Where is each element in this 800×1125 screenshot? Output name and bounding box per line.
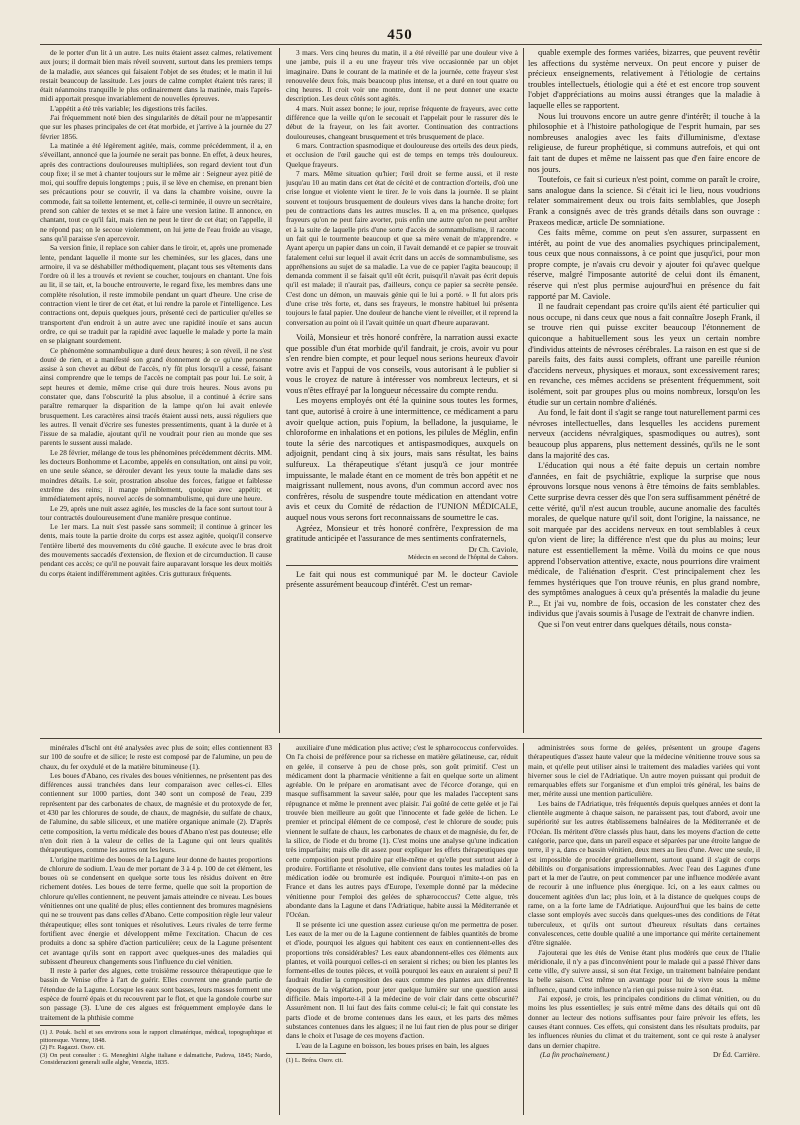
paragraph: de le porter d'un lit à un autre. Les nuits étaient assez calmes, relativement aux jours; il dormait bien mais réveil souvent, surtout dans les premiers temps de la maladie, aux séances qui faisaient l'objet de ses études; et le matin il lui restait beaucoup de lassitude. Les jours de calme complet étaient très rares; il était néanmoins tranquille le plus ordinairement dans la matinée, mais l'après-midi apportait presque invariablement de nouvelles épreuves. xyxy=(40,48,272,104)
paragraph: Agréez, Monsieur et très honoré confrère, l'expression de ma gratitude anticipée et l'assurance de mes sentiments confraternels, xyxy=(286,523,518,544)
header-rule xyxy=(40,44,762,45)
footnotes xyxy=(40,1029,272,1067)
paragraph: Toutefois, ce fait si curieux n'est point, comme on paraît le croire, sans analogue dans la science. Si c'était ici le lieu, nous voudrions relater sommairement deux ou trois faits semblables, que Joseph Frank a consignés avec de très grands détails dans son ouvrage : Praxeos medicæ, article De somniatione. xyxy=(528,175,760,227)
page-number: 450 xyxy=(387,27,413,43)
article-ending xyxy=(528,1050,760,1060)
paragraph: 3 mars. Vers cinq heures du matin, il a été réveillé par une douleur vive à une jambe, puis il a eu une frayeur très vive occasionnée par un objet imaginaire. Dans le courant de la matinée et de la journée, cette frayeur s'est renouvelée deux fois, mais beaucoup plus intense, et a duré en tout quatre ou cinq heures. Il croit voir une montre, dont il ne peut donner une exacte description. Les deux côtés sont agités. xyxy=(286,48,518,104)
bottom-column-3 xyxy=(528,743,760,1115)
bottom-column-3-text xyxy=(528,743,760,1050)
paragraph: Voilà, Monsieur et très honoré confrère, la narration aussi exacte que possible d'un état morbide qu'il fandrait, je crois, avoir vu pour s'en rendre bien compte, et pour lequel nous serions heureux d'avoir votre avis et l'appui de vos conseils, vous autorisant à le publier si vous le croyez de nature à intéresser vos nombreux lecteurs, et si vous n'êtes effrayé par la longueur nécessaire du compte rendu. xyxy=(286,332,518,395)
bottom-column-1-text xyxy=(40,743,272,1022)
paragraph: J'ajouterai que les étés de Venise étant plus modérés que ceux de l'Italie méridionale, il n'y a pas d'inconvénient pour le malade qui a passé l'hiver dans cette ville, d'y suivre aussi, si son état l'exige, un traitement balnéaire pendant la belle saison. C'est même un avantage pour lui de vivre sous la même influence, quand cette influence n'a rien qui puisse nuire à son état. xyxy=(528,947,760,994)
footnotes xyxy=(286,1057,518,1065)
paragraph: Les bains de l'Adriatique, très fréquentés depuis quelques années et dont la clientèle augmente à chaque saison, ne paraissent pas, tout d'abord, avoir une supériorité sur les autres établissemens balnéaires de la Méditerranée et de l'Océan. Ils méritent d'être classés plus haut, dans les moyens d'action de cette catégorie, parce que, dans un pareil espace et séparées par une étroite langue de terre, il y a, dans ce bassin vénitien, deux mers au lieu d'une. Avec une seule, il est impossible de procéder graduellement, surtout quand il s'agit de corps débilités ou d'organisations impressionnables. Avec l'eau des Lagunes d'une part et la mer de l'autre, on peut commencer par une influence modérée avant de recourir à une influence plus énergique. Ici, on a les eaux calmes ou doucement agitées d'un lac; plus loin, et à la distance de quelques coups de rame, on a la forte lame de l'Adriatique. Aujourd'hui que les bains de cette classe sont employés avec succès dans quelques-unes des conditions de l'état tuberculeux, et qu'ils ont surtout d'heureux résultats dans certaines convalescences, cette double qualité a une importance qui mérite certainement d'être signalée. xyxy=(528,798,760,948)
paragraph: Ces faits même, comme on peut s'en assurer, surpassent en intérêt, au point de vue des anomalies psychiques principalement, tous ceux que nous connaissons, à ce point que jusqu'ici, pour mon propre compte, je n'avais cru devoir y ajouter foi qu'avec quelque réserve, malgré l'imposante autorité de celui dont ils émanent, réserve qui n'est plus permise aujourd'hui en présence du fait rapporté par M. Caviole. xyxy=(528,228,760,301)
to-be-continued: (La fin prochainement.) xyxy=(540,1049,610,1059)
paragraph: Que si l'on veut entrer dans quelques détails, nous consta- xyxy=(538,620,732,630)
paragraph: L'origine maritime des boues de la Lagune leur donne de hautes proportions de chlorure de sodium. L'eau de mer portant de 3 à 4 p. 100 de cet élément, les boues où se condensent en quelque sorte tous les résidus doivent en être richement dotées. Les boues de terre ferme, quelle que soit la proportion de chlorure qu'elles contiennent, ne peuvent jamais atteindre ce niveau. Les boues vénitiennes ont une qualité de plus; elles contiennent des bromures magnésiens qui ne se trouvent pas dans celles d'Abano. Cette composition règle leur valeur thérapeutique; elles sont toniques et résolutives. Leurs rivales de terre ferme fortifient avec énergie et développent même l'excitation. Chacun de ces produits a donc sa sphère d'action particulière; ceux de la Lagune présentent cet avantage qu'ils sont en rapport avec quelques-unes des maladies qui subissent d'heureux changements sous l'influence du ciel vénitien. xyxy=(40,854,272,966)
paragraph: Nous lui trouvons encore un autre genre d'intérêt; il touche à la philosophie et à l'histoire pathologique de l'esprit humain, par ses nombreuses analogies avec les faits d'illuminisme, d'extase religieuse, de fureur prophétique, si communs autrefois, et qui ont fait tant de dupes et même ne laissent pas que d'en faire encore de nos jours. xyxy=(528,111,760,174)
paragraph: administrées sous forme de gelées, présentent un groupe d'agens thérapeutiques d'assez haute valeur que la médecine vénitienne trouve sous sa main, et qu'elle peut utiliser ainsi le traitement des maladies variées qui vont hiverner sous le ciel de l'Adriatique. Un autre moyen puissant qui produit de remarquables effets sur l'organisme et d'un emploi très général, les bains de mer, mérite aussi une mention particulière. xyxy=(528,743,760,799)
author-signature: Dr Ch. Caviole, xyxy=(468,544,518,554)
bottom-column-2 xyxy=(286,743,518,1115)
column-rule xyxy=(279,743,280,1115)
section-rule xyxy=(40,738,762,739)
case-report xyxy=(286,48,518,327)
paragraph: J'ai exposé, je crois, les principales conditions du climat vénitien, ou du moins les plus essentielles; je suis entré même dans des détails qui ont dû donner au lecteur des notions suffisantes pour faire prévoir les effets, les causes étant connues. Ces effets, qui consistent dans les résultats produits, par les influences réunies du climat et du traitement, sont ce qui reste à analyser dans un dernier chapitre. xyxy=(528,994,760,1050)
paragraph: Au fond, le fait dont il s'agit se range tout naturellement parmi ces névroses intellectuelles, dans lesquelles les accidens purement nerveux (accidens névralgiques, spasmodiques ou autres), sont beaucoup plus apparens, plus nettement dessinés, qu'ils ne le sont dans la majorité des cas. xyxy=(528,408,760,460)
paragraph: Le 28 février, mélange de tous les phénomènes précédemment décrits. MM. les docteurs Bonhomme et Lacombe, appelés en consultation, ont ainsi pu voir, en une seule séance, se dérouler devant les yeux toute la maladie dans ses moindres détails. Le soir, prostration absolue des forces, fatigue et faiblesse extrême des reins; il mange péniblement, quoique avec appétit; et immédiatement après, nouvel accès de somnambulisme, qui dure une heure. xyxy=(40,447,272,504)
column-rule xyxy=(279,48,280,733)
paragraph: quable exemple des formes variées, bizarres, que peuvent revêtir les affections du système nerveux. On peut encore y puiser de précieux enseignements, relativement à l'étiologie de certains troubles intellectuels, étiologie qui a été et est encore trop souvent l'objet d'appréciations au moins aussi étranges que la maladie à laquelle elles se rapportent. xyxy=(528,48,760,110)
footnote-rule xyxy=(286,1053,346,1054)
paragraph: Sa version finie, il replace son cahier dans le tiroir, et, après une promenade lente, pendant laquelle il monte sur les cheminées, sur les glaces, dans une armoire, il va se déshabiller méthodiquement, plaçant tous ses vêtements dans l'ordre où il les a trouvés et revient se coucher, toujours en chantant. Une fois au lit, il se tait, et, la bouche entrouverte, le regard fixe, les membres dans une complète résolution, il reste immobile pendant un quart d'heure. Une crise de contraction vient le tirer de cet état, et lui rendre la parole et l'intelligence. Les contractions ont, depuis quelques jours, présenté ceci de particulier qu'elles se transportent d'un endroit à un autre avec une rapidité inouïe et sans aucun ordre, ce qui se traduit par la rapidité avec laquelle le malade y porte la main en se plaignant sourdement. xyxy=(40,243,272,346)
paragraph: Le 1er mars. La nuit s'est passée sans sommeil; il continue à grincer les dents, mais toute la partie droite du corps est assez agitée, quoiqu'il conserve l'entière liberté des mouvements du côté gauche. Il exécute avec le bras droit des mouvements saccadés d'extension, de flexion et de circumduction. Il cause pendant ces accès; ce qu'il ne pouvait faire auparavant lorsque les deux moitiés du corps étaient indifféremment agitées. Cris gutturaux fréquents. xyxy=(40,522,272,578)
column-rule xyxy=(523,743,524,1115)
paragraph: L'appétit a été très variable; les digestions très faciles. xyxy=(50,103,208,113)
paragraph: Les boues d'Abano, ces rivales des boues vénitiennes, ne présentent pas des différences aussi tranchées dans leur comparaison avec celles-ci. Elles contiennent sur 1000 parties, dont 340 sont un composé de l'eau, 239 représentent par des carbonates de chaux, de magnésie et du protoxyde de fer, et 430 par les chlorures de soude, de chaux, de magnésie, du sulfate de chaux, de l'alumine, du sable siliceux, et une matière organique animale (2). D'après cette composition, la vertu médicale des boues d'Abano n'est pas douteuse; elle n'en doit rien à la valeur de celles de la Lagune qui ont leurs qualités thérapeutiques, comme les autres ont les leurs. xyxy=(40,770,272,855)
paragraph: Les moyens employés ont été la quinine sous toutes les formes, tant que, autorisé à croire à une intermittence, ce médicament a paru avoir quelque action, puis l'opium, la belladone, la jusquiame, le chloroforme en inhalations et en potions, les pilules de Méglin, enfin toute la série des narcotiques et antispasmodiques, auxquels on adjoignit, pendant cinq à six jours, mais sans résultat, les bains sulfureux. La thérapeutique s'étant jusqu'à ce jour montrée impuissante, le malade étant en ce moment de très bon appétit et ne maigrissant nullement, nous avons, d'un commun accord avec nos confrères, résolu de suspendre toute médication en attendant votre avis et ceux du Comité de rédaction de l'UNION MÉDICALE, auquel nous vous serons fort reconnaissans de soumettre le cas. xyxy=(286,396,518,522)
paragraph: auxiliaire d'une médication plus active; c'est le sphærococcus confervoïdes. On l'a choisi de préférence pour sa richesse en matière gélatineuse, car, réduit en gelée, il conserve à peu de chose près, son goût primitif. C'est un médicament dont la pharmacie vénitienne a fait en quelque sorte un aliment agréable. On le prépare en aromatisant avec de l'écorce d'orange, qui en masque suffisamment la saveur salée, pour que les malades l'acceptent sans répugnance et même le prennent avec plaisir. J'ai goûté de cette gelée et je l'ai trouvée bien meilleure au goût que l'innocente et fade gelée de lichen. Le premier et principal élément de ce composé, c'est le chlorure de soude; puis viennent le sulfate de chaux, les carbonates de chaux et de magnésie, du fer, de la silice, de l'iode et du brome (1). C'est moins une analyse qu'une indication très imparfaite; mais elle dit assez pour expliquer les effets thérapeutiques que cette composition peut produire par elle-même et qu'elle peut surtout aider à produire. Fortifiante et résolutive, elle convient dans toutes les maladies où la médication iodée ou bromurée est indiquée. Pourquoi n'imite-t-on pas en France et dans les autres pays d'Europe, l'exemple donné par la médecine vénitienne pour l'emploi des gelées de sphærococcus? Cette algue, très abondante dans la Lagune et dans l'Adriatique, habite aussi la Méditerranée et l'Océan. xyxy=(286,743,518,920)
paragraph: Il reste à parler des algues, cette troisième ressource thérapeutique que le bassin de Venise offre à l'art de guérir. Elles couvrent une grande partie de l'étendue de la Lagune. Lorsque les eaux sont basses, leurs masses forment une espèce de fourré épais et du recouvrent par le flot, et que la gondole courbe sur son passage (3). L'une de ces algues est fréquemment employée dans le traitement de la phthisie comme xyxy=(40,966,272,1022)
article-signature: Dr Éd. Carrière. xyxy=(712,1049,760,1059)
paragraph: L'eau de la Lagune en boisson, les boues prises en bain, les algues xyxy=(296,1040,490,1050)
bottom-column-2-text xyxy=(286,743,518,1050)
paragraph: La matinée a été légèrement agitée, mais, comme précédemment, il a, en s'éveillant, annoncé que la journée ne serait pas bonne. En effet, à deux heures, après des contractions douloureuses multipliées, son regard devient tout d'un coup fixe; il se met à chanter toujours sur le même air : Seigneur ayez pitié de moi, qui souffre depuis longtemps ; puis, il se lève en chemise, en prenant bien ses précautions pour se couvrir, il va dans la chambre voisine, ouvre la commode, fait sa toilette lentement, et, celle-ci terminée, il ouvre un secrétaire, prend son cahier de textes et se met à faire une version latine. Il annonce, en chantant, tout ce qu'il fait, mais rien ne peut le tirer de cet état; on l'appelle, il ne répond pas; on le secoue violemment, on lui jette de l'eau froide au visage, sans qu'il paraisse s'en apercevoir. xyxy=(40,140,272,243)
footnote: (1) L. Bréra. Osov. cit. xyxy=(286,1056,343,1064)
top-column-1 xyxy=(40,48,272,733)
paragraph: J'ai fréquemment noté bien des singularités de détail pour ne m'appesantir que sur les phases principales de cet état morbide, et j'arrive à la journée du 27 février 1856. xyxy=(40,113,272,141)
editor-comment xyxy=(286,570,518,591)
paragraph: L'éducation qui nous a été faite depuis un certain nombre d'années, en fait de psychiâtrie, explique la surprise que nous éprouvons lorsque nous venons à être témoins de faits semblables. Cette surprise devra cesser dès que l'on sera suffisamment pénétré de cette vérité, qu'il n'est aucun trouble, aucune anomalie des facultés morales, de quelque nature qu'il soit, dont l'origine, la naissance, ne soit marquée par des accidens nerveux en tout semblables à ceux qu'on vient de lire; la différence n'est que du plus au moins; leur nature est essentiellement la même. Voilà du moins ce que nous apprend l'observation attentive, exacte, nous pourrions dire vraiment médicale, de l'aliénation d'esprit. C'est principalement chez les femmes hystériques que l'on trouve réunis, en plus grand nombre, des symptômes analogues à ceux qu'a présentés la maladie du jeune P..., Et j'ai vu, nombre de fois, occasion de les constater chez des individus que j'avais soumis à l'usage de l'extrait de chanvre indien. xyxy=(528,461,760,619)
footnote-rule xyxy=(40,1025,100,1026)
paragraph: Le fait qui nous est communiqué par M. le docteur Caviole présente assurément beaucoup d'intérêt. C'est un remar- xyxy=(286,569,518,590)
paragraph: 4 mars. Nuit assez bonne; le jour, reprise fréquente de frayeurs, avec cette différence que la veille qu'on le secouait et l'appelait pour le rassurer dès le début de la frayeur, on les fait avorter. Continuation des contractions douloureuses, changeant brusquement et très brusquement de place. xyxy=(286,103,518,141)
bottom-column-1 xyxy=(40,743,272,1115)
top-column-3 xyxy=(528,48,760,733)
paragraph: Il ne faudrait cependant pas croire qu'ils aient été particulier qui nous occupe, ni dans ceux que nous a fait connaître Joseph Frank, il se trouve rien qui puisse exciter beaucoup l'étonnement de quiconque a habituellement sous les yeux un certain nombre d'individus atteints de névroses cérébrales. La raison en est que si de pareils faits, des faits aussi complets, offrant une pareille réunion d'accidens nerveux, physiques et moraux, sont excessivement rares; en revanche, ces mêmes accidens se présentent fréquemment, soit isolément, soit par groupes plus ou moins nombreux, lorsqu'on les étudie sur un certain nombre d'aliénés. xyxy=(528,302,760,407)
paragraph: 6 mars. Contraction spasmodique et douloureuse des orteils des deux pieds, et occlusion de l'œil gauche qui est de temps en temps très douloureux. Quelque frayeurs. xyxy=(286,140,518,169)
paragraph: 7 mars. Même situation qu'hier; l'œil droit se ferme aussi, et il reste jusqu'au 10 au matin dans cet état de cécité et de contraction d'orteils, d'où une crise longue et violente vient le tirer. Je le vois dans la journée. Il se plaint souvent et toujours brusquement de douleurs vives dans la hanche droite; fort peu de contractions dans les autres muscles. Il a, en ma présence, quelques frayeurs qu'on ne peut faire avorter, puis enfin une autre qu'on ne peut arrêter et à la suite de laquelle pris d'une sorte d'accès de somnambulisme, il raconte un fait qui le tourmente beaucoup et que sa mère venait de m'apprendre. « Ayant aperçu un papier dans un coin, il l'avait demandé et ce papier se trouvait fatalement celui sur lequel il avait écrit dans un accès de somnambulisme, ses appréhensions au sujet de sa maladie. La vue de ce papier l'agita beaucoup; il demanda comment il se faisait qu'il eût écrit, puisqu'il n'avait pas écrit depuis qu'il est malade; il n'aurait pas, d'ailleurs, conçu ce papier sa secrète pensée. C'est donc un démon, un mauvais génie qui le lui a porté. » Il fut alors pris d'une crise très forte, et, dans ses frayeurs, le monstre habituel lui présenta toujours le fatal papier. Une douleur de hanche vient le réveiller, et il reprend la conversation au point où il l'avait quittée un quart d'heure auparavant. xyxy=(286,168,518,327)
paragraph: Ce phénomène somnambulique a duré deux heures; à son réveil, il ne s'est douté de rien, et a manifesté son grand étonnement de ce qu'une personne assise à son chevet au début de l'accès, n'y fût plus lorsqu'il a cessé, faisant ainsi comprendre que le temps de l'accès ne comptait pas pour lui. Le soir, à sept heures et demie, même crise qui dure trois heures. Nous avons pu constater que, dans l'obscurité la plus absolue, il a continué à écrire sans paraître remarquer la disparition de la lampe qu'on lui avait enlevée brusquement. Les caractères ainsi tracés étaient aussi nets, aussi réguliers que les autres. Il venait d'écrire ses funestes pressentiments, quant à la durée et à l'issue de sa maladie, ajoutant qu'il ne voudrait pour rien au monde que ses parents le sussent aussi malade. xyxy=(40,345,272,448)
paragraph: minérales d'Ischl ont été analysées avec plus de soin; elles contiennent 83 sur 100 de soufre et de silice; le reste est composé par de l'alumine, un peu de chaux, du fer oxydulé et de la matière bitumineuse (1). xyxy=(40,743,272,771)
section-rule xyxy=(286,565,518,566)
footnote: (1) J. Potak. Ischl et ses environs sous le rapport climatérique, médical, topographique et pittoresque. Vienne, 1848. xyxy=(40,1028,272,1044)
author-affiliation: Médecin en second de l'hôpital de Cahors. xyxy=(407,553,518,561)
paragraph: Le 29, après une nuit assez agitée, les muscles de la face sont surtout tour à tour contractés douloureusement d'une manière presque continue. xyxy=(40,503,272,522)
paragraph: Il se présente ici une question assez curieuse qu'on me permettra de poser. Les eaux de la mer ou de la Lagune contiennent de faibles quantités de brome et d'iode, pourquoi les algues qui habitent ces eaux en contiennent-elles des proportions très considérables? Les eaux abandonnent-elles ces éléments aux plantes, et voilà pourquoi celles-ci en seraient si riches; ou bien les plantes les forment-elles de toutes pièces, et voilà pourquoi les eaux en auraient si peu? Il faudrait étudier la composition des eaux comme des plantes aux différentes époques de la végétation, pour jeter quelque lumière sur une question aussi difficile. Mais importe-t-il à la médecine de voir clair dans cette obscurité? Assurément non. Il lui faut des faits comme celui-ci; le fait qui constate les parts d'iode et de brome contenues dans les eaux, et les parts des mêmes substances contenues dans les algues; il ne lui faut rien de plus pour se diriger dans le choix et l'usage de ces moyens d'action. xyxy=(286,919,518,1041)
footnote: (2) Fr. Ragazzi. Osov. cit. xyxy=(40,1044,105,1052)
footnote: (3) On peut consulter : G. Meneghini Alghe italiane e dalmatiche, Padova, 1845; Nardo, Considerazioni generali sulle alghe, Venezia, 1835. xyxy=(40,1051,272,1067)
top-column-2 xyxy=(286,48,518,733)
page-header xyxy=(288,26,512,44)
column-rule xyxy=(523,48,524,733)
letter-closing xyxy=(286,333,518,545)
